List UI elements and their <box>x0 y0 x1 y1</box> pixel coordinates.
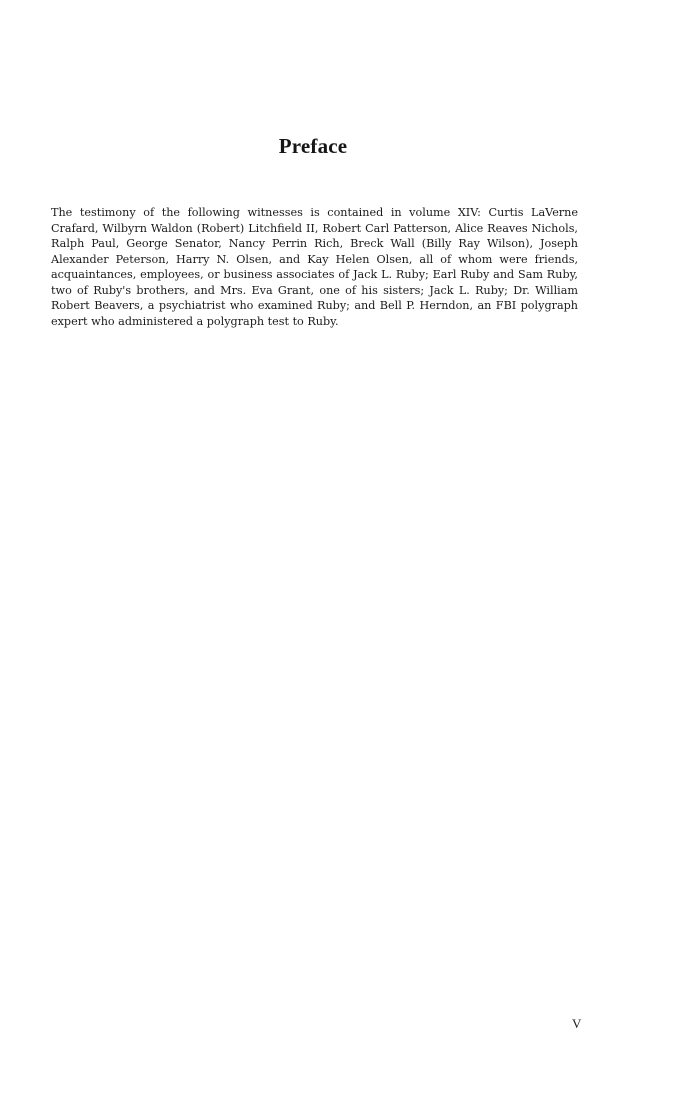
page-title: Preface <box>278 134 348 158</box>
preface-paragraph: The testimony of the following witnesses is contained in volume XIV: Curtis LaVerne Crafard, Wilbyrn Waldon (Robert) Litchfield II, Robert Carl Patterson, Alice Reaves Nichols, Ralph Paul, George Senator, Nancy Perrin Rich, Breck Wall (Billy Ray Wilson), Joseph Alexander Peterson, Harry N. Olsen, and Kay Helen Olsen, all of whom were friends, acquaintances, employees, or business associates of Jack L. Ruby; Earl Ruby and Sam Ruby, two of Ruby's brothers, and Mrs. Eva Grant, one of his sisters; Jack L. Ruby; Dr. William Robert Beavers, a psychiatrist who examined Ruby; and Bell P. Herndon, an FBI polygraph expert who administered a polygraph test to Ruby. <box>51 206 578 328</box>
page-number: V <box>572 1016 582 1031</box>
